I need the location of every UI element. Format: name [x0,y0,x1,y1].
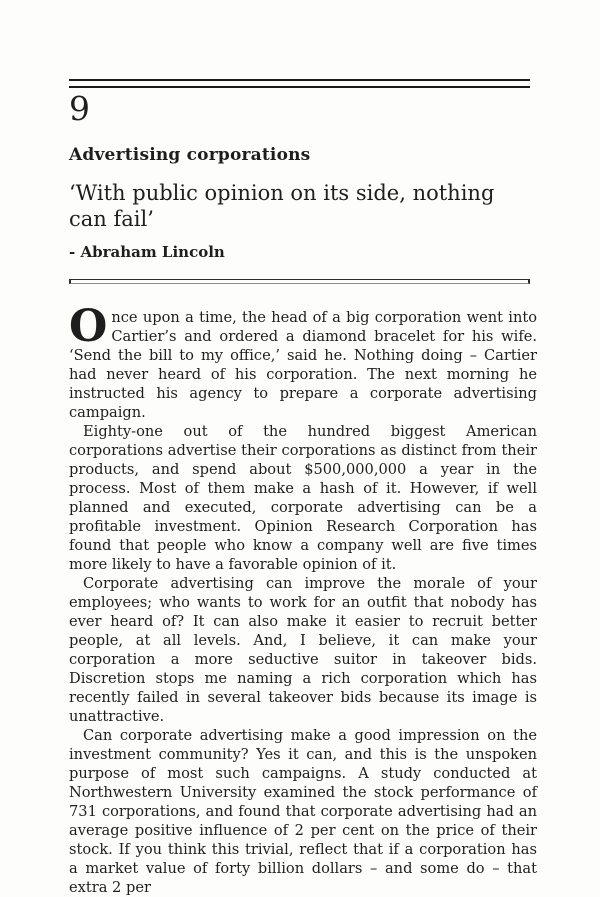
paragraph: Eighty-one out of the hundred biggest American corporations advertise their corporations as distinct from their products, and spend about $500,000,000 a year in the process. Most of them make a hash of it. However, if well planned and executed, corporate advertising can be a profitable investment. Opinion Research Corporation has found that people who know a company well are five times more likely to have a favorable opinion of it. [69,423,537,573]
paragraph-text: nce upon a time, the head of a big corporation went into Cartier’s and ordered a diamond bracelet for his wife. ‘Send the bill to my office,’ said he. Nothing doing – Cartier had never heard of his corporation. The next morning he instructed his agency to prepare a corporate advertising campaign. [69,309,537,421]
paragraph [69,301,537,422]
chapter-number: 9 [69,89,90,128]
chapter-title: Advertising corporations [69,145,311,165]
drop-cap: O [69,301,108,352]
separator-rule [69,279,530,284]
chapter-header [69,90,537,262]
epigraph-quote: ‘With public opinion on its side, nothing can fail’ [69,181,495,231]
top-double-rule [69,79,530,88]
body-text [69,301,537,897]
paragraph: Can corporate advertising make a good impression on the investment community? Yes it can, and this is the unspoken purpose of most such campaigns. A study conducted at Northwestern University examined the stock performance of 731 corporations, and found that corporate advertising had an average positive influence of 2 per cent on the price of their stock. If you think this trivial, reflect that if a corporation has a market value of forty billion dollars – and some do – that extra 2 per [69,727,537,896]
paragraph: Corporate advertising can improve the morale of your employees; who wants to work for an outfit that nobody has ever heard of? It can also make it easier to recruit better people, at all levels. And, I believe, it can make your corporation a more seductive suitor in takeover bids. Discretion stops me naming a rich corporation which has recently failed in several takeover bids because its image is unattractive. [69,575,537,725]
epigraph-attribution: - Abraham Lincoln [69,243,225,261]
